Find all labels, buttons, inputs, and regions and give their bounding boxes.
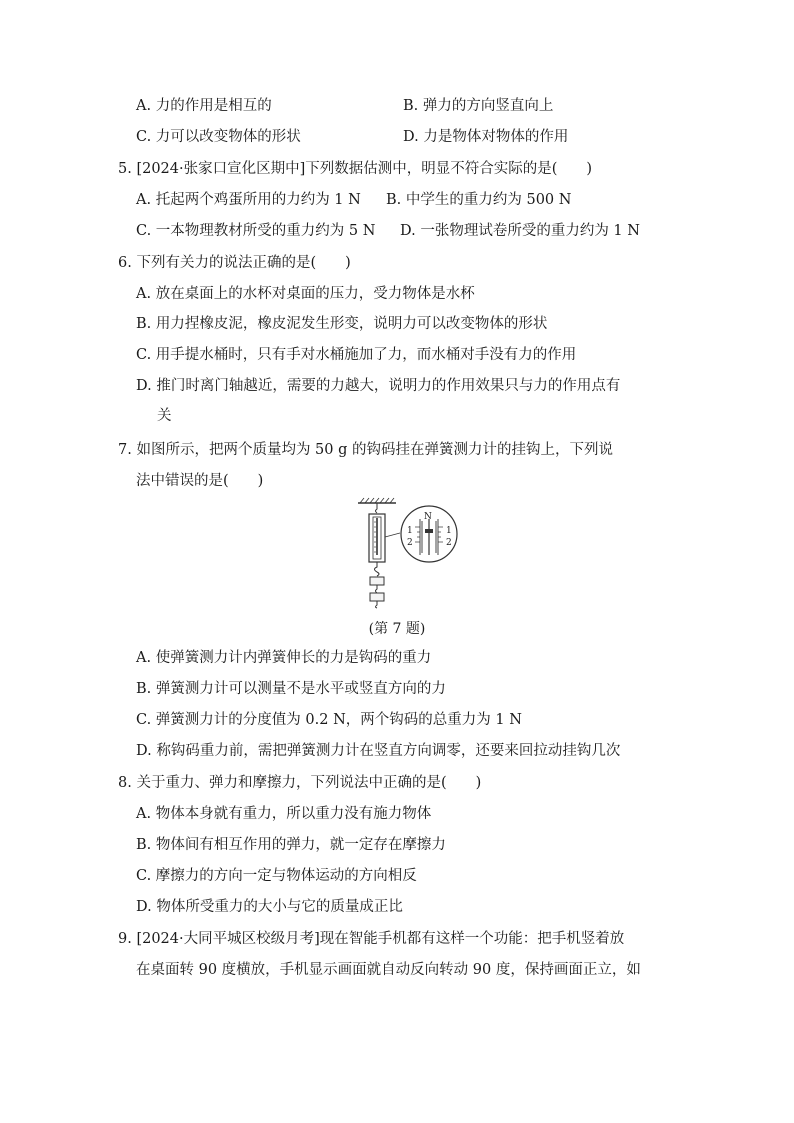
- q6-option-c: C. 用手提水桶时，只有手对水桶施加了力，而水桶对手没有力的作用: [136, 347, 577, 363]
- q8-option-d: D. 物体所受重力的大小与它的质量成正比: [136, 899, 403, 915]
- q8-option-a: A. 物体本身就有重力，所以重力没有施力物体: [136, 806, 432, 822]
- q9-stem: 9. [2024·大同平城区校级月考]现在智能手机都有这样一个功能：把手机竖着放: [118, 931, 625, 947]
- q7-stem: 7. 如图所示，把两个质量均为 50 g 的钩码挂在弹簧测力计的挂钩上，下列说: [118, 442, 614, 458]
- q6-option-d-cont: 关: [157, 408, 172, 424]
- q4-option-b: B. 弹力的方向竖直向上: [403, 98, 554, 114]
- figure-unit-label: N: [424, 512, 432, 522]
- q7-option-b: B. 弹簧测力计可以测量不是水平或竖直方向的力: [136, 681, 446, 697]
- q8-stem: 8. 关于重力、弹力和摩擦力，下列说法中正确的是( ): [118, 775, 482, 791]
- q4-option-c: C. 力可以改变物体的形状: [136, 129, 301, 145]
- q5-option-a: A. 托起两个鸡蛋所用的力约为 1 N: [136, 192, 361, 208]
- q5-stem: 5. [2024·张家口宣化区期中]下列数据估测中，明显不符合实际的是( ): [118, 161, 593, 177]
- q4-option-a: A. 力的作用是相互的: [136, 98, 272, 114]
- figure-tick-right-2: 2: [446, 538, 452, 548]
- spring-scale-figure: [352, 497, 462, 609]
- q7-option-c: C. 弹簧测力计的分度值为 0.2 N，两个钩码的总重力为 1 N: [136, 712, 522, 728]
- figure-caption: (第 7 题): [368, 621, 426, 637]
- q4-option-d: D. 力是物体对物体的作用: [403, 129, 569, 145]
- q6-stem: 6. 下列有关力的说法正确的是( ): [118, 255, 351, 271]
- q6-option-a: A. 放在桌面上的水杯对桌面的压力，受力物体是水杯: [136, 286, 475, 302]
- q8-option-c: C. 摩擦力的方向一定与物体运动的方向相反: [136, 868, 417, 884]
- q5-option-c: C. 一本物理教材所受的重力约为 5 N: [136, 223, 376, 239]
- figure-tick-left-1: 1: [407, 526, 413, 536]
- figure-tick-right-1: 1: [446, 526, 452, 536]
- q5-option-b: B. 中学生的重力约为 500 N: [386, 192, 572, 208]
- q9-stem-cont: 在桌面转 90 度横放，手机显示画面就自动反向转动 90 度，保持画面正立，如: [136, 962, 641, 978]
- q8-option-b: B. 物体间有相互作用的弹力，就一定存在摩擦力: [136, 837, 446, 853]
- q7-option-a: A. 使弹簧测力计内弹簧伸长的力是钩码的重力: [136, 650, 432, 666]
- q6-option-b: B. 用力捏橡皮泥，橡皮泥发生形变，说明力可以改变物体的形状: [136, 316, 548, 332]
- q7-option-d: D. 称钩码重力前，需把弹簧测力计在竖直方向调零，还要来回拉动挂钩几次: [136, 743, 621, 759]
- figure-tick-left-2: 2: [407, 538, 413, 548]
- q5-option-d: D. 一张物理试卷所受的重力约为 1 N: [400, 223, 640, 239]
- q6-option-d: D. 推门时离门轴越近，需要的力越大，说明力的作用效果只与力的作用点有: [136, 378, 621, 394]
- q7-stem-cont: 法中错误的是( ): [136, 473, 264, 489]
